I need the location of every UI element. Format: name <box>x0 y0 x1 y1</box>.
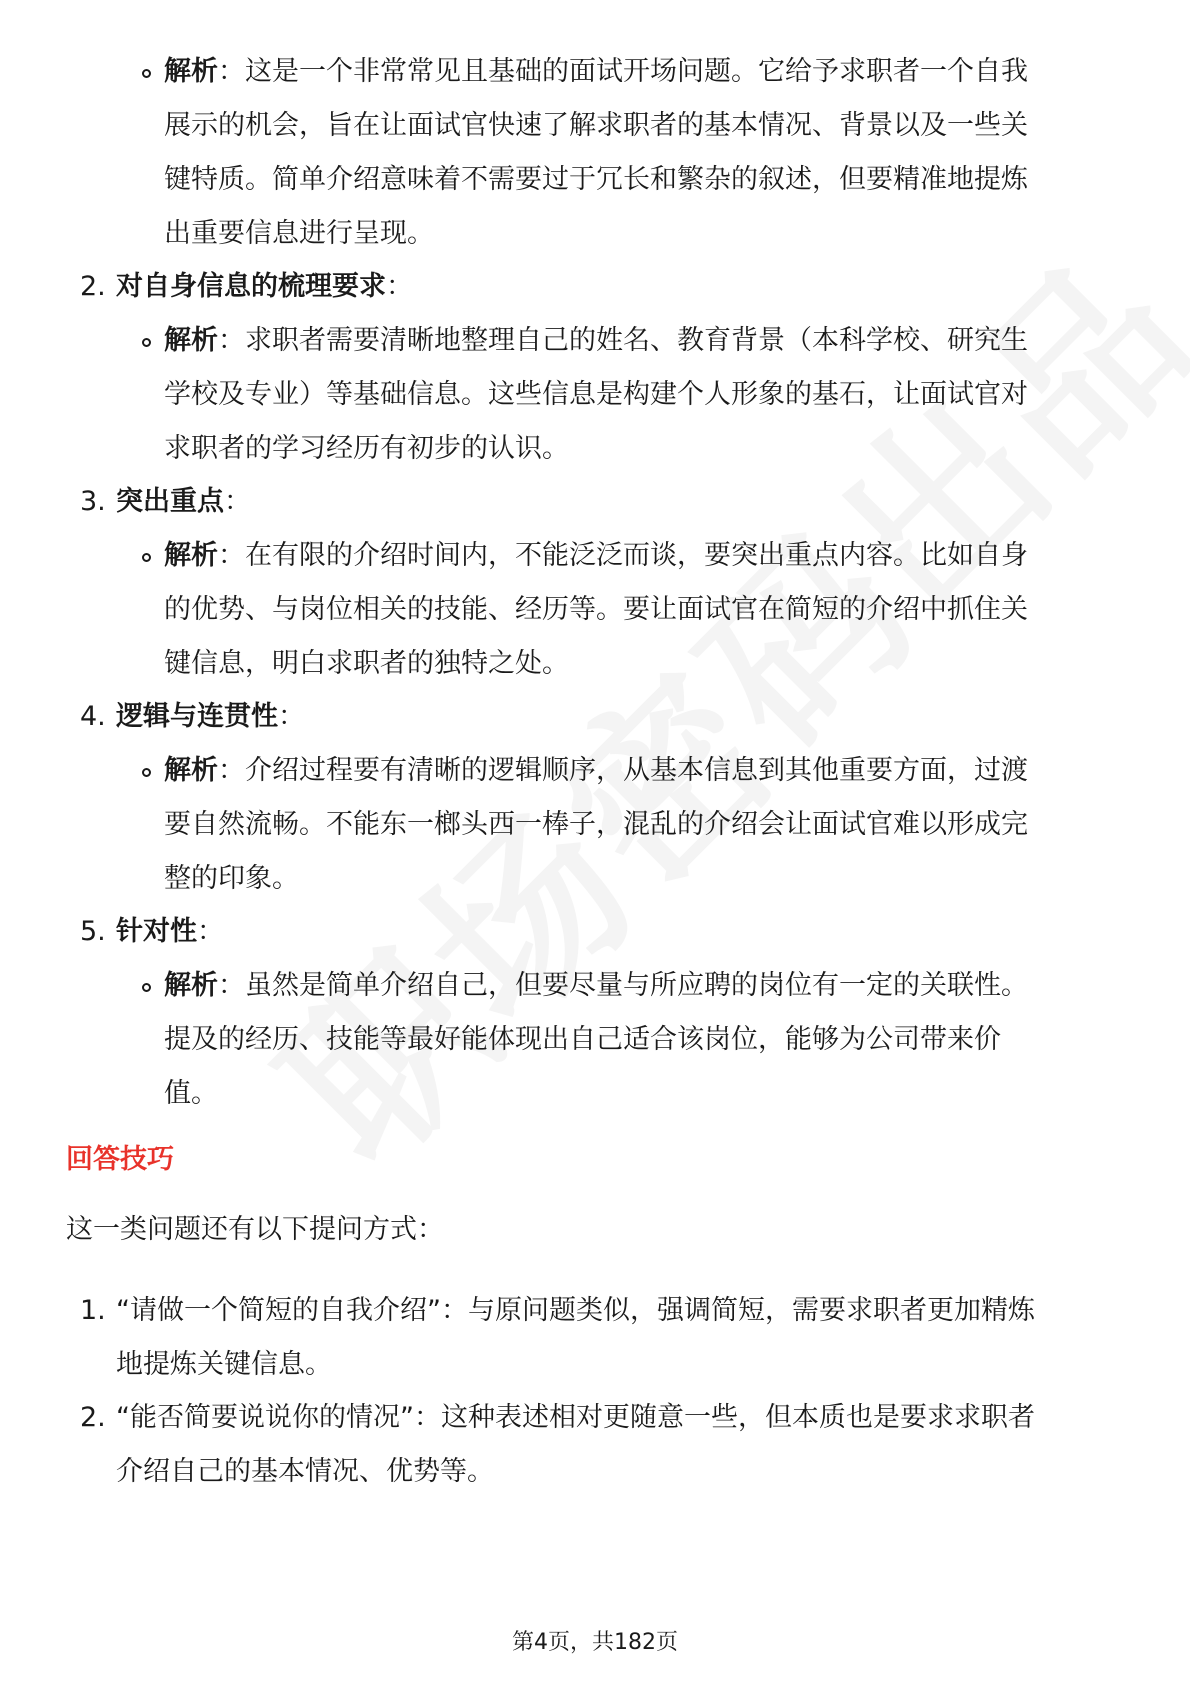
analysis-line: 求职者的学习经历有初步的认识。 <box>164 433 569 464</box>
hollow-bullet-icon <box>142 768 151 777</box>
analysis-line: 键特质。简单介绍意味着不需要过于冗长和繁杂的叙述，但要精准地提炼 <box>164 164 1028 195</box>
analysis-label: 解析 <box>164 540 218 571</box>
analysis-line: 要自然流畅。不能东一榔头西一棒子，混乱的介绍会让面试官难以形成完 <box>164 809 1028 840</box>
analysis-line: 的优势、与岗位相关的技能、经历等。要让面试官在简短的介绍中抓住关 <box>164 594 1028 625</box>
list-number: 5. <box>80 916 106 947</box>
analysis-label: 解析 <box>164 970 218 1001</box>
analysis-line: 键信息，明白求职者的独特之处。 <box>164 648 569 679</box>
page-number-footer: 第4页，共182页 <box>512 1630 678 1655</box>
list-number: 1. <box>80 1295 106 1326</box>
section-heading: 回答技巧 <box>66 1144 174 1175</box>
hollow-bullet-icon <box>142 983 151 992</box>
analysis-line: 解析：求职者需要清晰地整理自己的姓名、教育背景（本科学校、研究生 <box>164 325 1028 356</box>
analysis-line: 出重要信息进行呈现。 <box>164 218 434 249</box>
list-item-text: “能否简要说说你的情况”：这种表述相对更随意一些，但本质也是要求求职者 <box>116 1402 1035 1433</box>
list-item-text: 介绍自己的基本情况、优势等。 <box>116 1456 494 1487</box>
analysis-line: 值。 <box>164 1078 218 1109</box>
analysis-line: 提及的经历、技能等最好能体现出自己适合该岗位，能够为公司带来价 <box>164 1024 1001 1055</box>
list-number: 2. <box>80 271 106 302</box>
analysis-line: 解析：这是一个非常常见且基础的面试开场问题。它给予求职者一个自我 <box>164 56 1028 87</box>
list-number: 4. <box>80 701 106 732</box>
list-item-text: 地提炼关键信息。 <box>116 1349 332 1380</box>
analysis-line: 解析：介绍过程要有清晰的逻辑顺序，从基本信息到其他重要方面，过渡 <box>164 755 1028 786</box>
analysis-label: 解析 <box>164 325 218 356</box>
watermark <box>215 382 1044 1211</box>
list-item-text: “请做一个简短的自我介绍”：与原问题类似，强调简短，需要求职者更加精炼 <box>116 1295 1035 1326</box>
analysis-line: 整的印象。 <box>164 863 299 894</box>
list-number: 2. <box>80 1402 106 1433</box>
analysis-line: 解析：虽然是简单介绍自己，但要尽量与所应聘的岗位有一定的关联性。 <box>164 970 1028 1001</box>
list-item-title: 针对性： <box>116 916 224 947</box>
hollow-bullet-icon <box>142 553 151 562</box>
analysis-label: 解析 <box>164 755 218 786</box>
analysis-line: 解析：在有限的介绍时间内，不能泛泛而谈，要突出重点内容。比如自身 <box>164 540 1028 571</box>
intro-paragraph: 这一类问题还有以下提问方式： <box>66 1214 444 1245</box>
list-item-title: 突出重点： <box>116 486 251 517</box>
hollow-bullet-icon <box>142 338 151 347</box>
list-item-title: 逻辑与连贯性： <box>116 701 305 732</box>
list-item-title: 对自身信息的梳理要求： <box>116 271 413 302</box>
hollow-bullet-icon <box>142 69 151 78</box>
analysis-label: 解析 <box>164 56 218 87</box>
analysis-line: 学校及专业）等基础信息。这些信息是构建个人形象的基石，让面试官对 <box>164 379 1028 410</box>
analysis-line: 展示的机会，旨在让面试官快速了解求职者的基本情况、背景以及一些关 <box>164 110 1028 141</box>
list-number: 3. <box>80 486 106 517</box>
